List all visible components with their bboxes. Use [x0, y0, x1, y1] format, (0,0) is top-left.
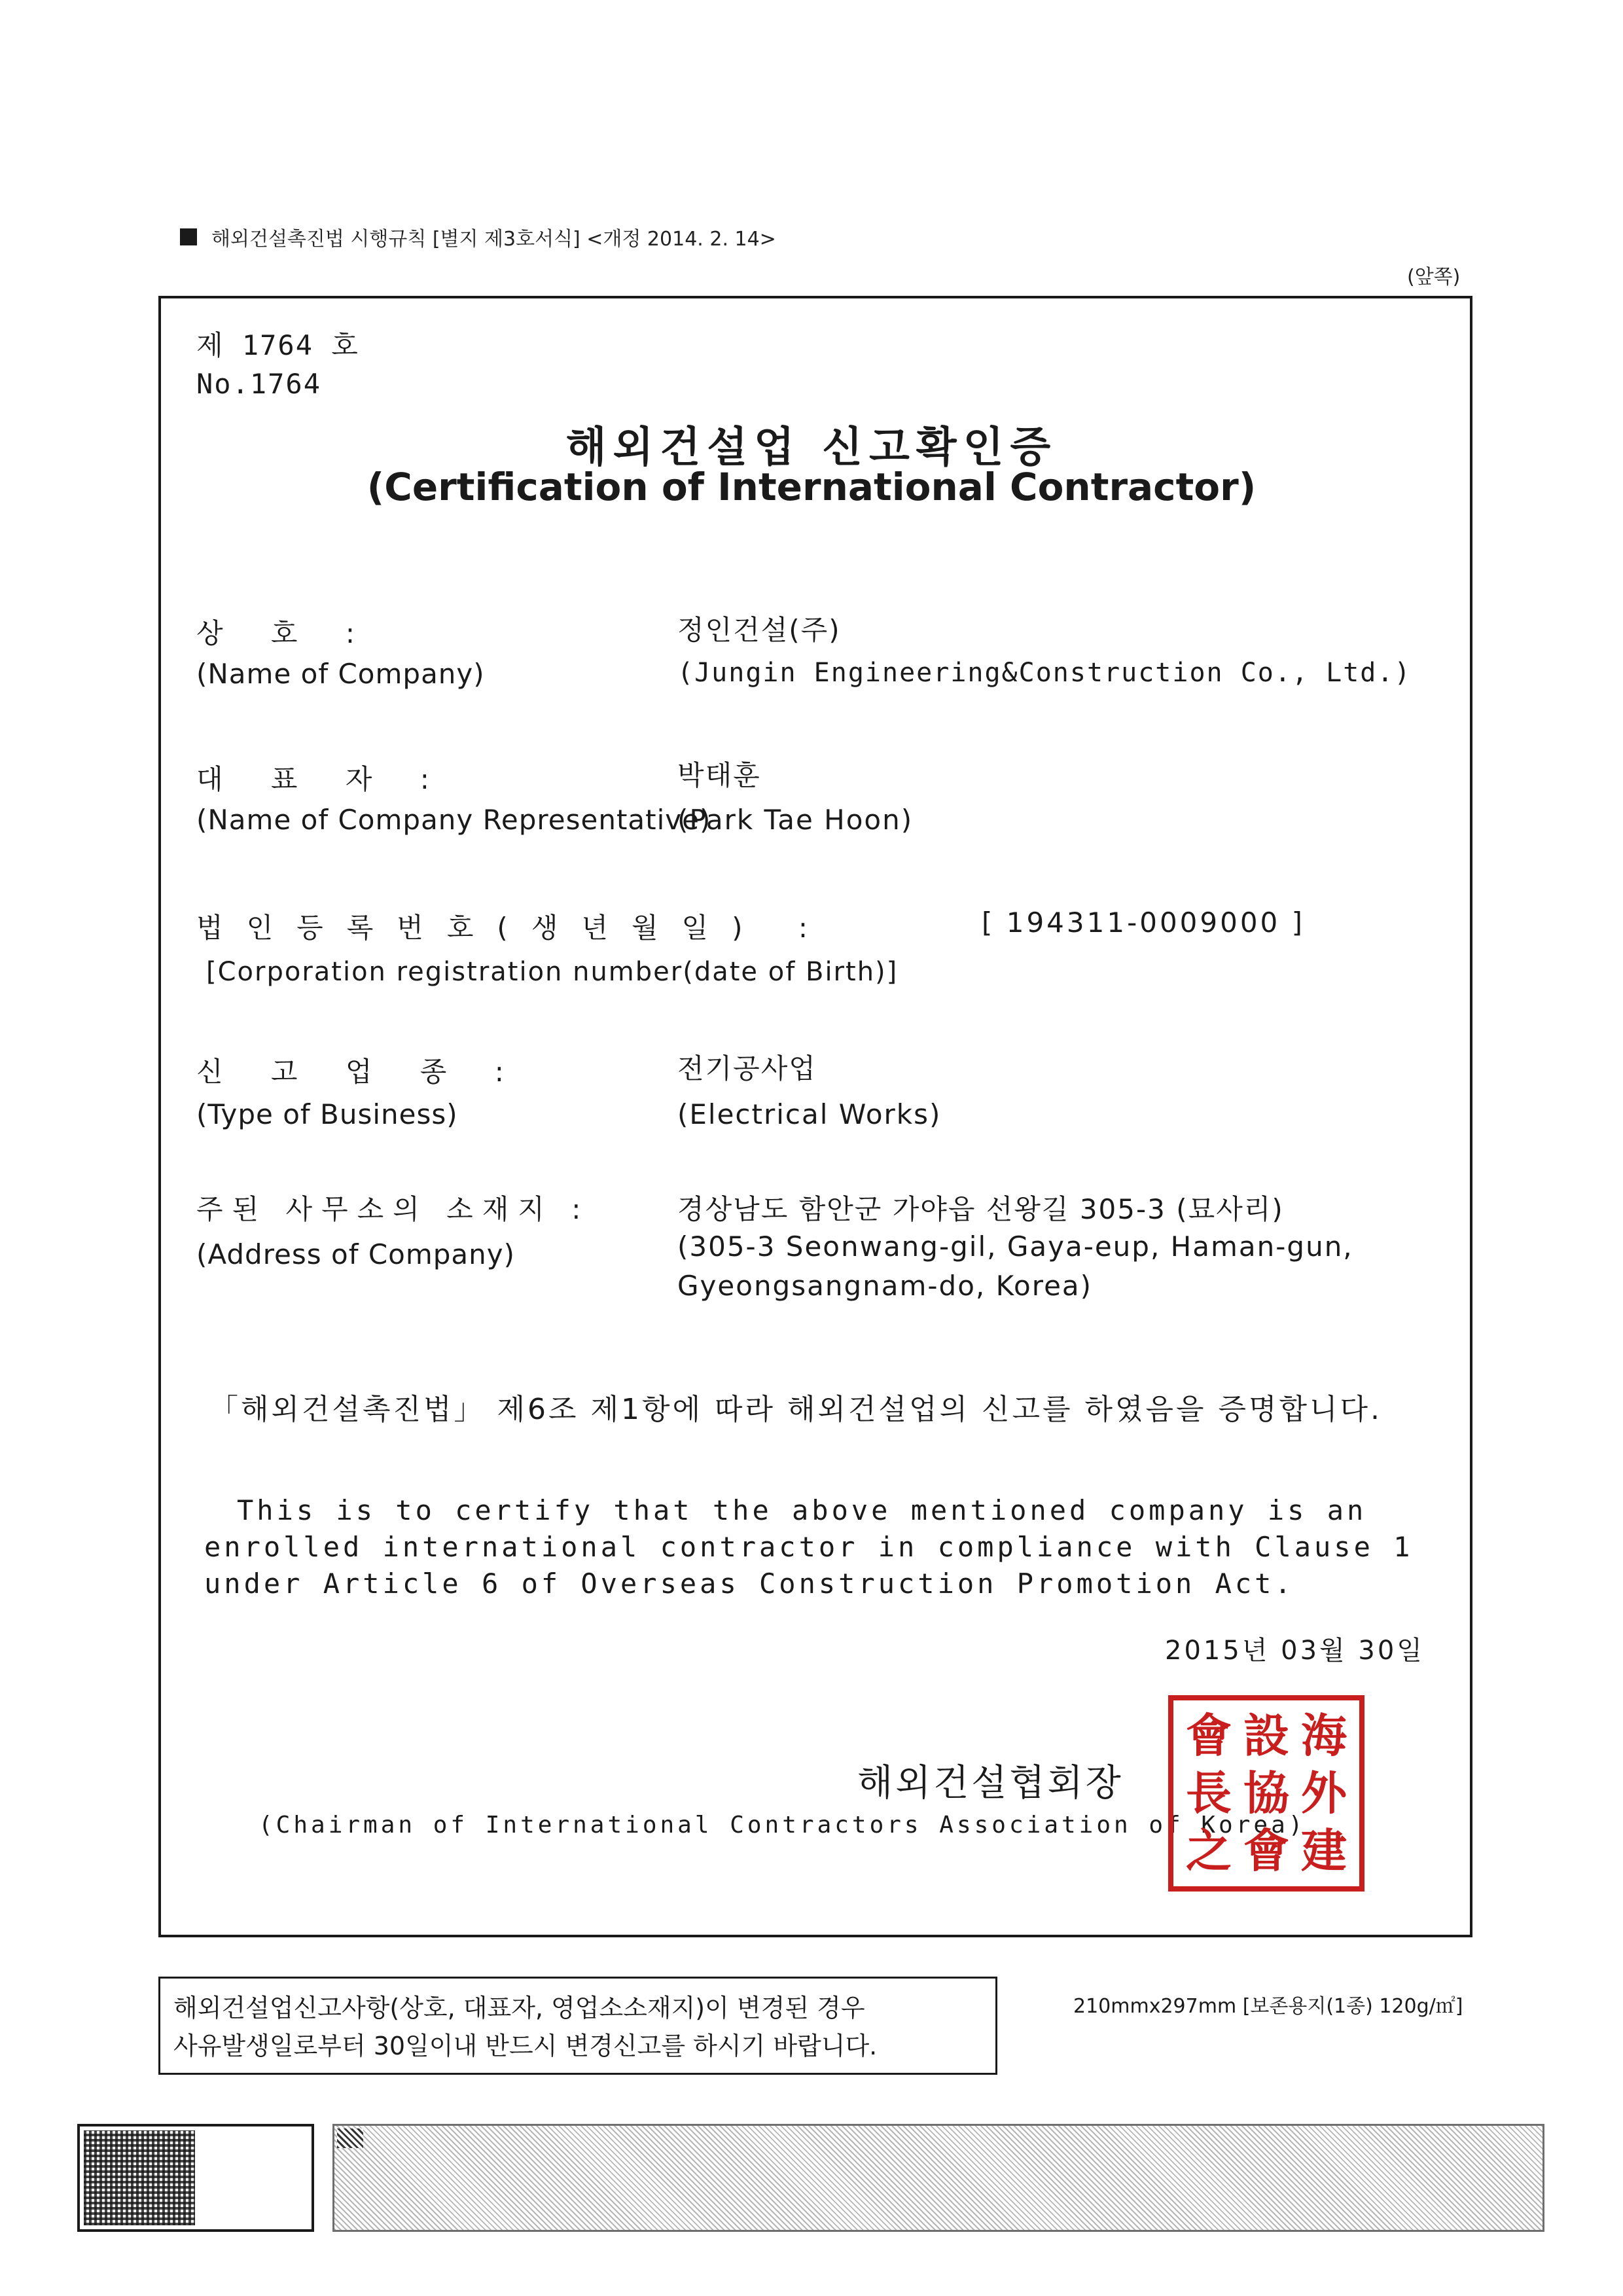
seal-char: 設	[1243, 1708, 1289, 1763]
company-value-en: (Jungin Engineering&Construction Co., Ltd.)	[677, 658, 1412, 688]
statement-en: This is to certify that the above mentioned company is an enrolled international contractor in compliance with Clause 1 under Article 6 of Overseas Construction Promotion Act.	[204, 1494, 1414, 1600]
address-value-en-line2: Gyeongsangnam-do, Korea)	[677, 1270, 1093, 1302]
paper-spec: 210mmx297mm [보존용지(1종) 120g/㎡]	[1073, 1995, 1463, 2018]
company-label-en: (Name of Company)	[196, 658, 485, 690]
representative-value-ko: 박태훈	[677, 759, 761, 791]
change-notice-box	[158, 1977, 997, 2075]
form-reference-text: 해외건설촉진법 시행규칙 [별지 제3호서식] <개정 2014. 2. 14>	[211, 228, 776, 251]
seal-char: 協	[1243, 1766, 1289, 1820]
official-seal	[1168, 1695, 1364, 1892]
representative-value-en: (Park Tae Hoon)	[677, 804, 914, 836]
address-value-en-line1: (305-3 Seonwang-gil, Gaya-eup, Haman-gun,	[677, 1230, 1353, 1263]
seal-char: 長	[1186, 1766, 1232, 1820]
business-value-ko: 전기공사업	[677, 1052, 817, 1085]
notice-line-1: 해외건설업신고사항(상호, 대표자, 영업소소재지)이 변경된 경우	[173, 1994, 865, 2022]
seal-char: 建	[1301, 1823, 1347, 1878]
business-label-en: (Type of Business)	[196, 1098, 458, 1130]
certificate-title-en: (Certification of International Contractor)	[366, 465, 1257, 509]
address-value-ko: 경상남도 함안군 가야읍 선왕길 305-3 (묘사리)	[677, 1193, 1284, 1225]
address-label-en: (Address of Company)	[196, 1238, 516, 1270]
qr-pattern-icon	[84, 2130, 195, 2225]
representative-label-en: (Name of Company Representative)	[196, 804, 711, 836]
seal-char: 外	[1301, 1766, 1347, 1820]
company-label-ko: 상 호 :	[196, 617, 374, 649]
registration-label-en: [Corporation registration number(date of Birth)]	[206, 957, 899, 987]
square-bullet-icon	[180, 228, 197, 245]
certificate-title-ko: 해외건설업 신고확인증	[565, 423, 1058, 472]
notice-line-2: 사유발생일로부터 30일이내 반드시 변경신고를 하시기 바랍니다.	[173, 2032, 878, 2060]
seal-char: 之	[1186, 1823, 1232, 1878]
qr-code	[77, 2124, 314, 2232]
seal-char: 海	[1301, 1708, 1347, 1763]
representative-label-ko: 대 표 자 :	[196, 763, 449, 795]
registration-value: [ 194311-0009000 ]	[982, 906, 1306, 939]
security-pattern-band	[332, 2124, 1544, 2232]
statement-ko: 「해외건설촉진법」 제6조 제1항에 따라 해외건설업의 신고를 하였음을 증명합니다.	[209, 1393, 1383, 1426]
certificate-number-en: No.1764	[196, 368, 322, 400]
issuer-title-ko: 해외건설협회장	[857, 1762, 1124, 1804]
hatch-mark-icon	[337, 2128, 363, 2148]
address-label-ko: 주된 사무소의 소재지 :	[196, 1193, 590, 1225]
form-reference	[180, 223, 776, 251]
front-side-label: (앞쪽)	[1407, 266, 1461, 289]
issuer-title-en: (Chairman of International Contractors Association of Korea)	[259, 1812, 1306, 1839]
seal-char: 會	[1186, 1708, 1232, 1763]
issue-date: 2015년 03월 30일	[1165, 1636, 1425, 1666]
seal-char: 會	[1243, 1823, 1289, 1878]
business-value-en: (Electrical Works)	[677, 1098, 942, 1130]
business-label-ko: 신 고 업 종 :	[196, 1056, 524, 1088]
company-value-ko: 정인건설(주)	[677, 614, 841, 646]
registration-label-ko: 법인등록번호(생년월일) :	[196, 912, 831, 944]
certificate-number-ko: 제 1764 호	[196, 329, 359, 361]
